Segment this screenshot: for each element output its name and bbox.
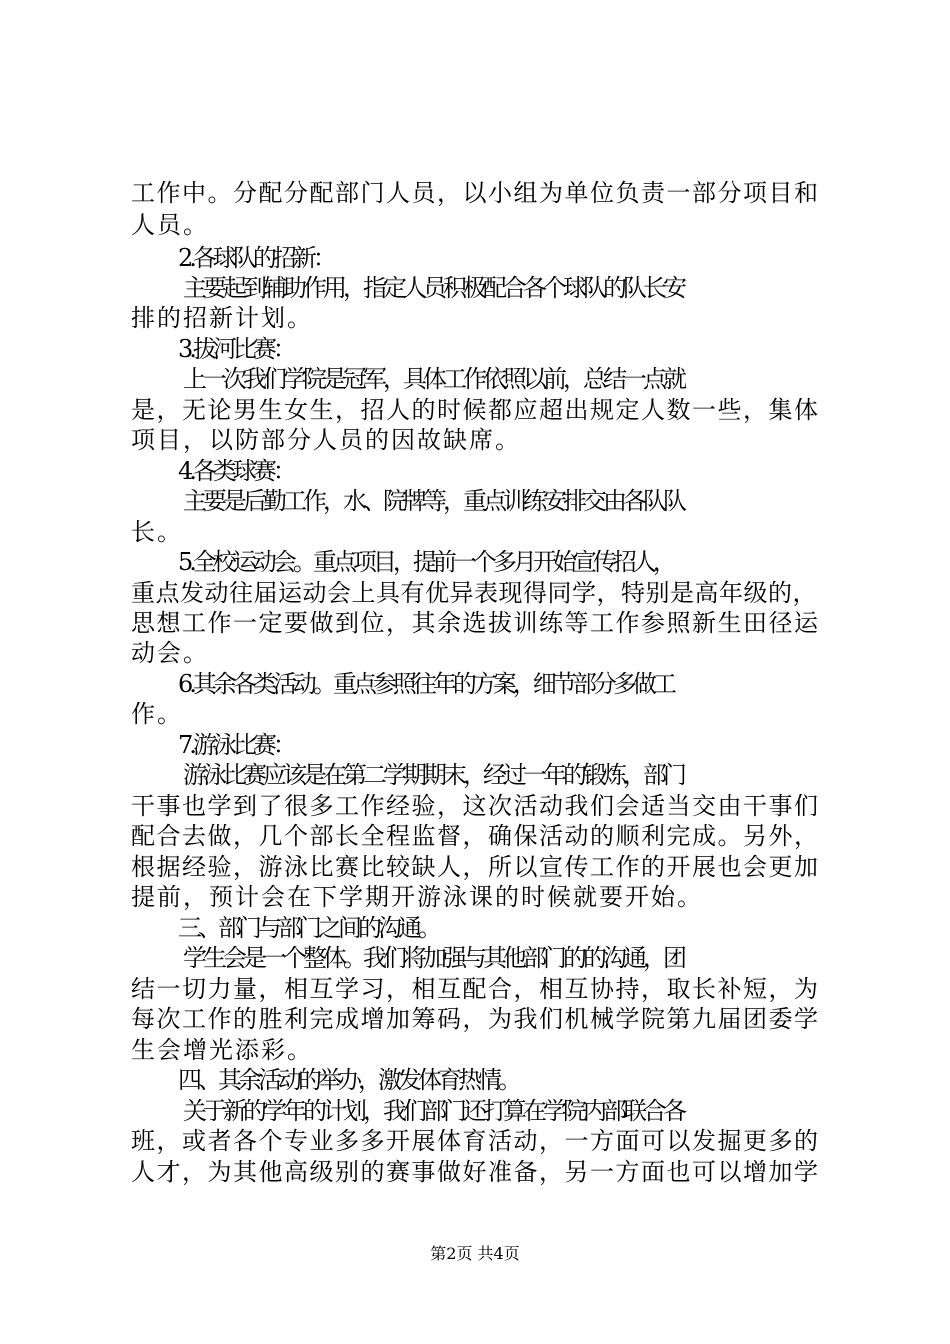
body-text-line: 项目，以防部分人员的因故缺席。 [131, 426, 521, 454]
body-text-line: 人才，为其他高级别的赛事做好准备，另一方面也可以增加学 [131, 1158, 820, 1186]
body-text-line: 长。 [131, 518, 183, 546]
body-text-line: 主要起到辅助作用，指定人员积极配合各个球队的队长安 [183, 274, 683, 302]
body-text-line: 上一次我们学院是冠军，具体工作依照以前，总结一点就 [183, 365, 683, 393]
body-text-line: 工作中。分配分配部门人员，以小组为单位负责一部分项目和 [131, 179, 820, 207]
body-text-line: 每次工作的胜利完成增加筹码，为我们机械学院第九届团委学 [131, 1005, 820, 1033]
body-text-line: 根据经验，游泳比赛比较缺人，所以宣传工作的开展也会更加 [131, 853, 820, 881]
body-text-line: 是，无论男生女生，招人的时候都应超出规定人数一些，集体 [131, 396, 820, 424]
body-text-line: 班，或者各个专业多多开展体育活动，一方面可以发掘更多的 [131, 1127, 820, 1155]
body-text-line: 动会。 [131, 639, 209, 667]
body-text-line: 5.全校运动会。重点项目，提前一个多月开始宣传招人， [178, 548, 673, 576]
section-heading: 4.各类球赛： [178, 457, 293, 485]
body-text-line: 干事也学到了很多工作经验，这次活动我们会适当交由干事们 [131, 792, 820, 820]
body-text-line: 作。 [131, 700, 183, 728]
body-text-line: 关于新的学年的计划，我们部门还打算在学院内部联合各 [183, 1097, 683, 1125]
section-heading: 7.游泳比赛： [178, 731, 293, 759]
body-text-line: 人员。 [131, 211, 209, 239]
body-text-line: 提前，预计会在下学期开游泳课的时候就要开始。 [131, 883, 703, 911]
body-text-line: 配合去做，几个部长全程监督，确保活动的顺利完成。另外， [131, 822, 820, 850]
body-text-line: 生会增光添彩。 [131, 1036, 313, 1064]
body-text-line: 结一切力量，相互学习，相互配合，相互协持，取长补短，为 [131, 975, 820, 1003]
body-text-line: 排的招新计划。 [131, 304, 313, 332]
body-text-line: 学生会是一个整体。我们将加强与其他部门的的沟通，团 [183, 944, 683, 972]
page-number-footer: 第2页 共4页 [430, 1244, 520, 1263]
body-text-line: 游泳比赛应该是在第二学期期末，经过一年的锻炼，部门 [183, 761, 683, 789]
body-text-line: 重点发动往届运动会上具有优异表现得同学，特别是高年级的， [131, 579, 817, 607]
body-text-line: 思想工作一定要做到位，其余选拔训练等工作参照新生田径运 [131, 609, 820, 637]
body-text-line: 6.其余各类活动。重点参照往年的方案，细节部分多做工 [178, 670, 673, 698]
section-heading: 三、部门与部门之间的沟通。 [178, 914, 438, 942]
body-text-line: 主要是后勤工作，水、院牌等，重点训练安排交由各队队 [183, 487, 683, 515]
section-heading: 2.各球队的招新： [178, 244, 333, 272]
section-heading: 3.拔河比赛： [178, 335, 293, 363]
section-heading: 四、其余活动的举办，激发体育热情。 [178, 1066, 518, 1094]
